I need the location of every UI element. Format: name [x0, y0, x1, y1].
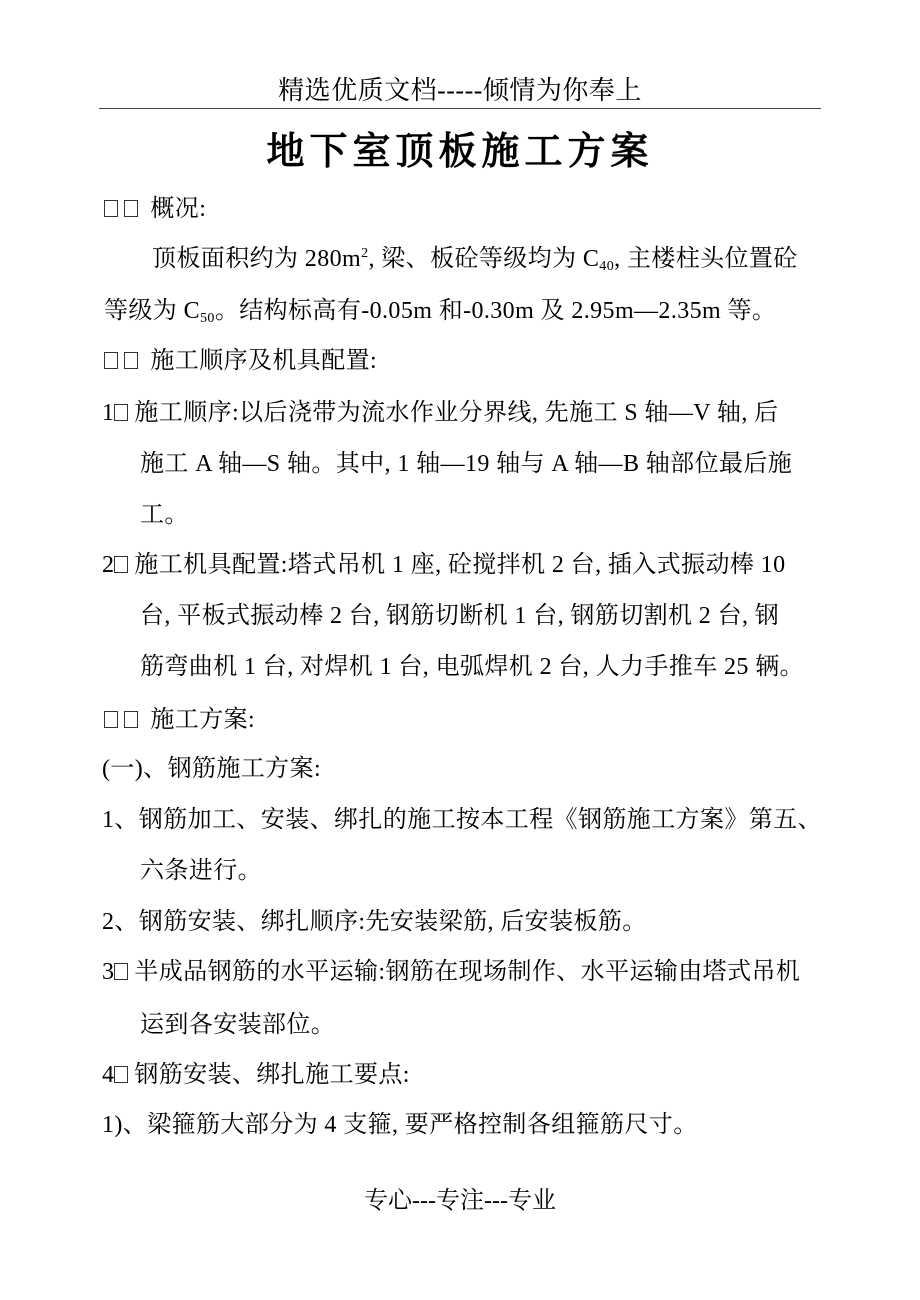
- item-1-line-2: 施工 A 轴—S 轴。其中, 1 轴—19 轴与 A 轴—B 轴部位最后施: [140, 451, 793, 477]
- plan-item-3-line-2: 运到各安装部位。: [140, 1012, 336, 1038]
- page-header: 精选优质文档-----倾情为你奉上: [278, 76, 642, 105]
- document-title: 地下室顶板施工方案: [266, 129, 654, 173]
- bullet-box-icon: [114, 1066, 128, 1083]
- plan-item-1-line-1: 1、钢筋加工、安装、绑扎的施工按本工程《钢筋施工方案》第五、: [102, 807, 822, 833]
- plan-item-5: 1)、梁箍筋大部分为 4 支箍, 要严格控制各组箍筋尺寸。: [102, 1112, 698, 1138]
- text-run: 半成品钢筋的水平运输:钢筋在现场制作、水平运输由塔式吊机: [134, 959, 801, 985]
- superscript: 2: [361, 246, 369, 261]
- section-heading-plan: [104, 699, 255, 734]
- bullet-box-icon: [124, 711, 138, 728]
- text-run: , 主楼柱头位置砼: [614, 246, 798, 272]
- bullet-box-icon: [124, 200, 138, 217]
- page-footer: 专心---专注---专业: [364, 1188, 556, 1214]
- subscript: 40: [599, 259, 615, 274]
- plan-item-2: 2、钢筋安装、绑扎顺序:先安装梁筋, 后安装板筋。: [102, 909, 647, 935]
- bullet-box-icon: [104, 200, 118, 217]
- text-run: 施工机具配置:塔式吊机 1 座, 砼搅拌机 2 台, 插入式振动棒 10: [134, 552, 786, 578]
- bullet-box-icon: [114, 556, 128, 573]
- item-number: 4: [102, 1062, 115, 1088]
- text-run: 钢筋安装、绑扎施工要点:: [134, 1062, 410, 1088]
- header-divider: [99, 108, 821, 109]
- subsection-heading-rebar: (一)、钢筋施工方案:: [102, 756, 322, 782]
- subscript: 50: [200, 311, 215, 326]
- text-run: 施工顺序:以后浇带为流水作业分界线, 先施工 S 轴—V 轴, 后: [134, 400, 779, 426]
- bullet-box-icon: [114, 404, 128, 421]
- text-run: , 梁、板砼等级均为 C: [368, 246, 600, 272]
- plan-item-4: [102, 1054, 410, 1089]
- item-1-line-1: [102, 392, 779, 427]
- section-heading-sequence: [104, 340, 377, 375]
- item-1-line-3: 工。: [140, 502, 189, 528]
- bullet-box-icon: [104, 711, 118, 728]
- overview-paragraph-line-2: [104, 290, 776, 325]
- section-heading-label: 施工顺序及机具配置:: [150, 348, 378, 374]
- plan-item-1-line-2: 六条进行。: [140, 858, 262, 884]
- item-number: 1: [102, 400, 115, 426]
- text-run: 等级为 C: [104, 298, 201, 324]
- text-run: 顶板面积约为 280m: [152, 246, 362, 272]
- section-heading-label: 概况:: [150, 196, 207, 222]
- bullet-box-icon: [114, 963, 128, 980]
- item-2-line-1: [102, 544, 785, 579]
- section-heading-label: 施工方案:: [150, 707, 256, 733]
- section-heading-overview: [104, 188, 206, 223]
- bullet-box-icon: [104, 352, 118, 369]
- item-number: 3: [102, 959, 115, 985]
- item-2-line-2: 台, 平板式振动棒 2 台, 钢筋切断机 1 台, 钢筋切割机 2 台, 钢: [140, 603, 780, 629]
- item-number: 2: [102, 552, 115, 578]
- bullet-box-icon: [124, 352, 138, 369]
- text-run: 。结构标高有-0.05m 和-0.30m 及 2.95m—2.35m 等。: [214, 298, 777, 324]
- plan-item-3-line-1: [102, 951, 800, 986]
- overview-paragraph-line-1: [152, 238, 798, 273]
- item-2-line-3: 筋弯曲机 1 台, 对焊机 1 台, 电弧焊机 2 台, 人力手推车 25 辆。: [140, 654, 804, 680]
